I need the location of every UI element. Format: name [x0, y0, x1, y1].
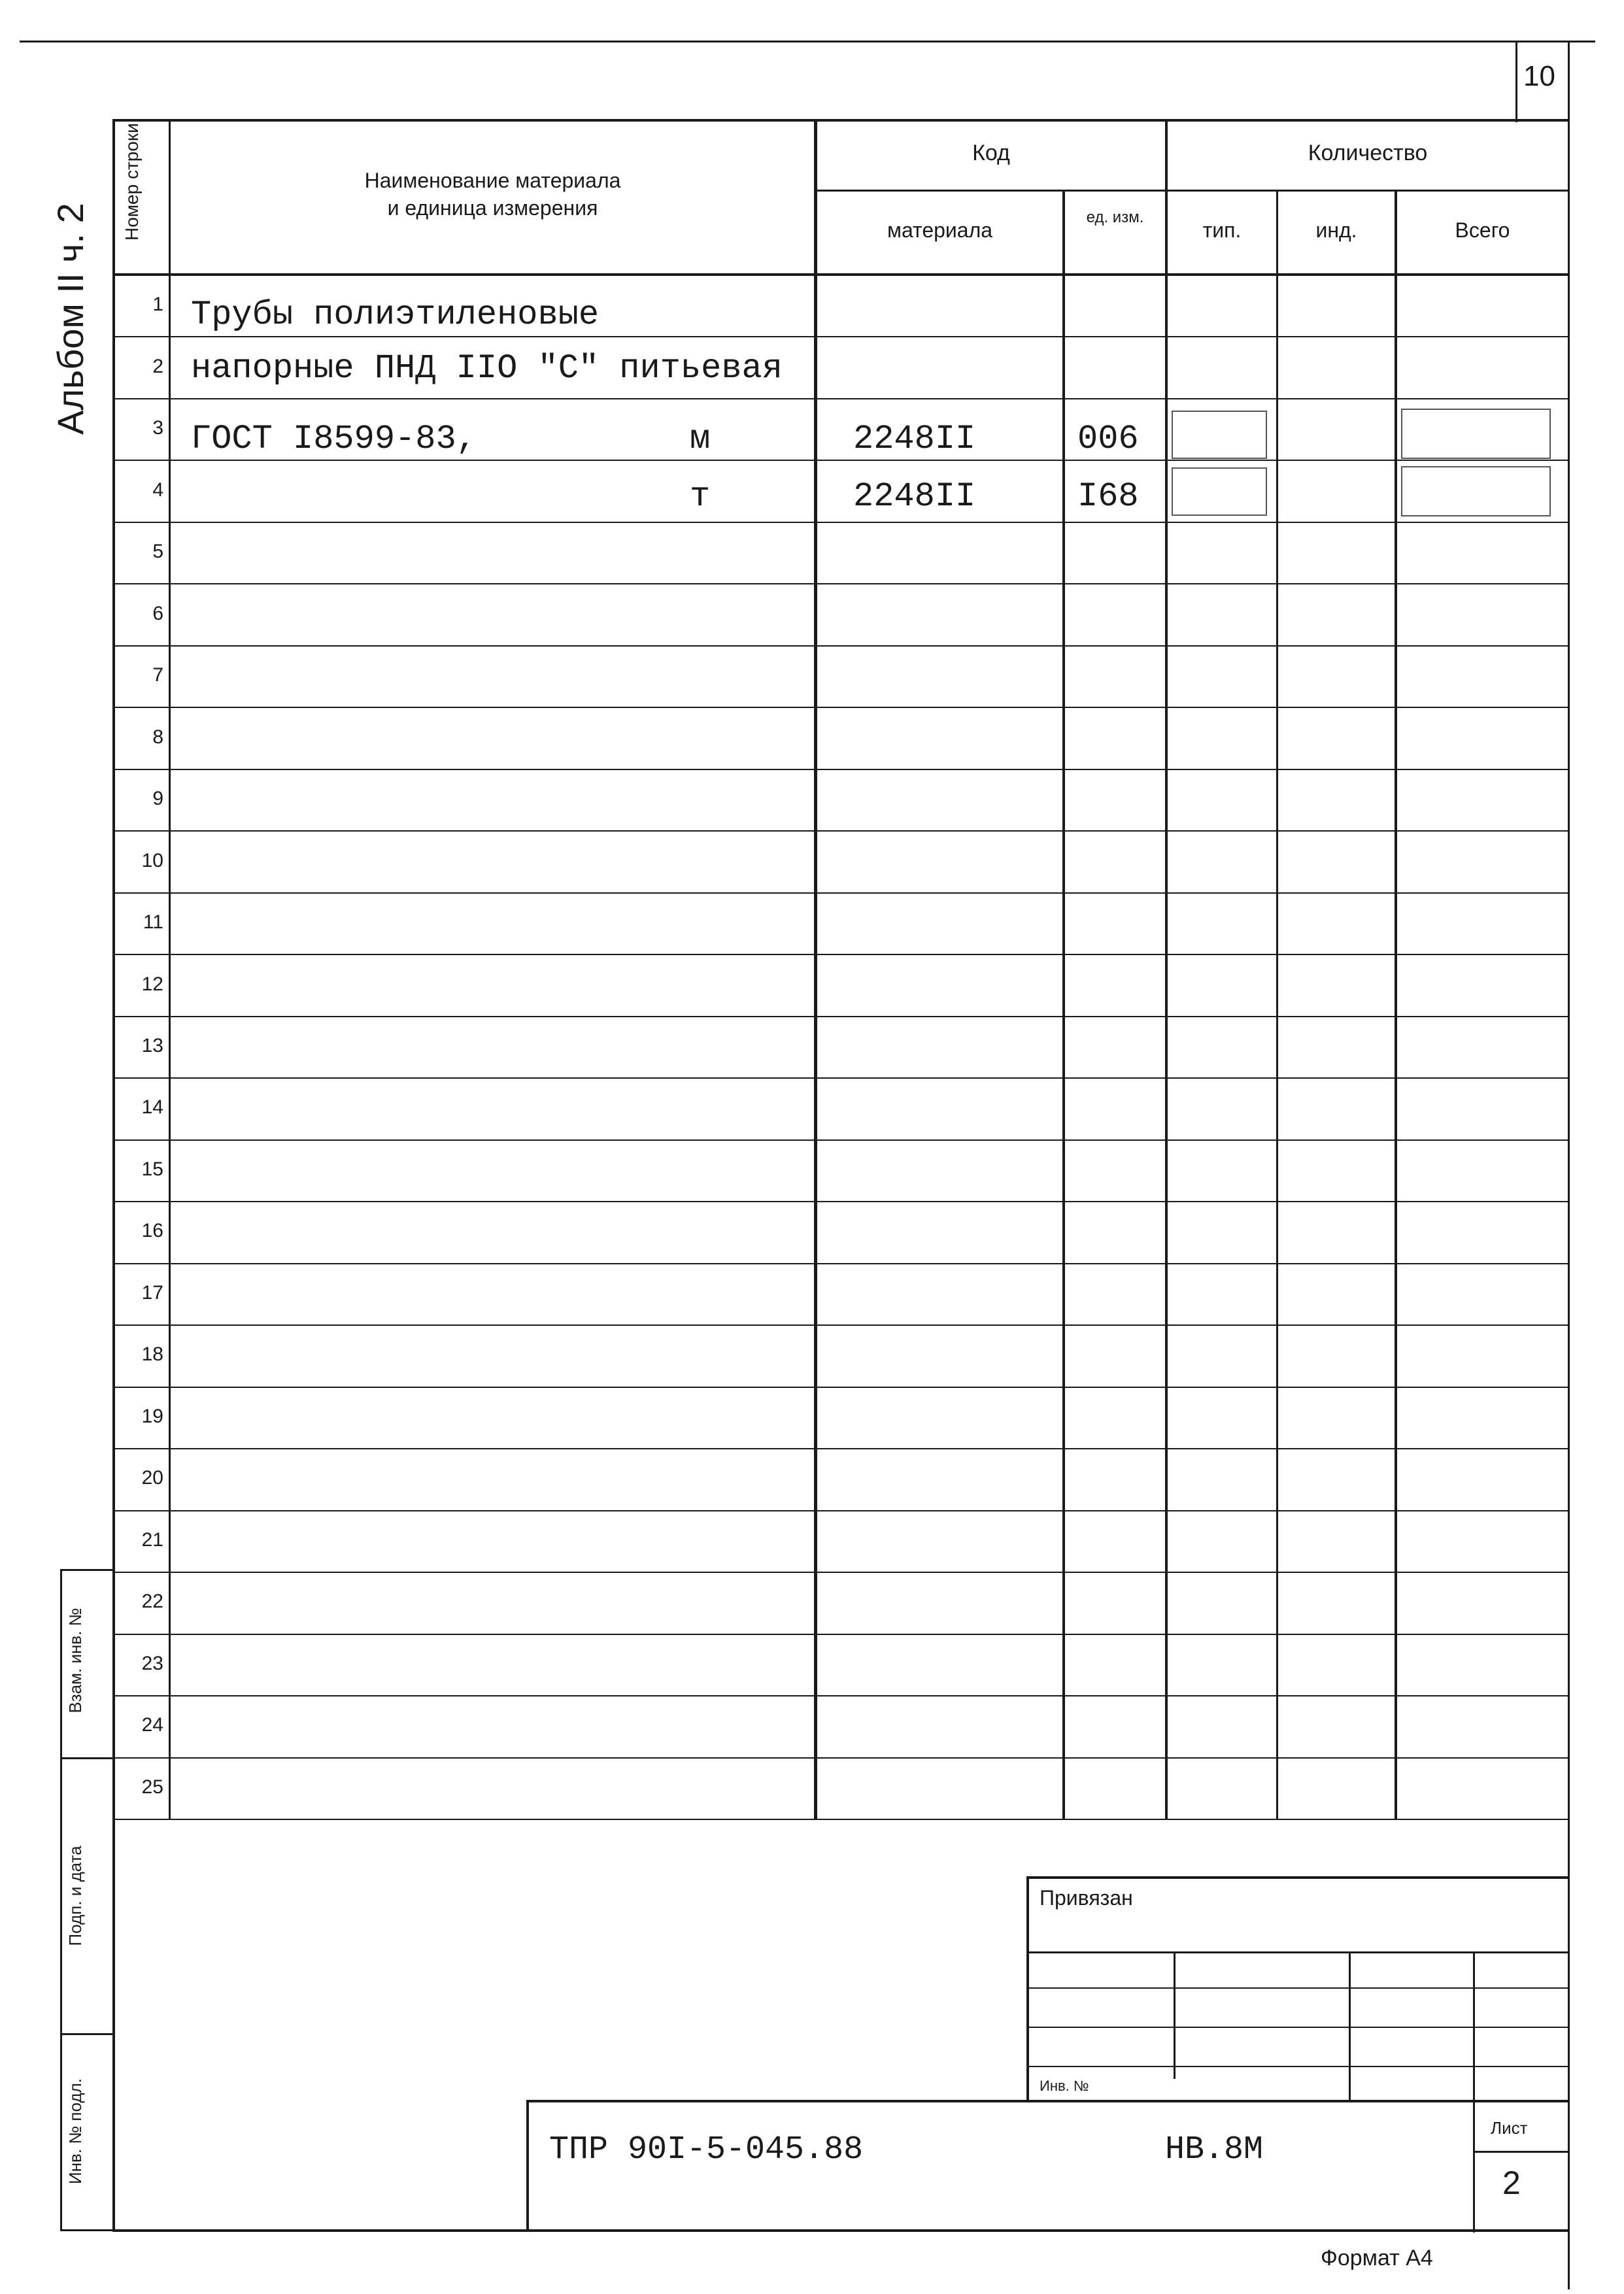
- stamp-rule-4: [1026, 2066, 1568, 2067]
- row-number: 5: [152, 541, 163, 562]
- row-number: 12: [141, 973, 163, 995]
- row-divider: [112, 1077, 1568, 1079]
- row-divider: [112, 1819, 1568, 1820]
- col-line-code: [1062, 190, 1065, 1819]
- row-divider: [112, 769, 1568, 770]
- row-4-unit: т: [690, 477, 711, 516]
- row-number: 18: [141, 1343, 163, 1365]
- row-divider: [112, 1695, 1568, 1696]
- quantity-header: Количество: [1308, 141, 1428, 165]
- row-divider: [112, 398, 1568, 399]
- stamp-vline-1: [1174, 1951, 1176, 2079]
- row-divider: [112, 1448, 1568, 1449]
- row-number: 24: [141, 1714, 163, 1736]
- row-divider: [112, 707, 1568, 708]
- row-number: 17: [141, 1282, 163, 1304]
- row-divider: [112, 460, 1568, 461]
- col-line-typ: [1276, 190, 1278, 1819]
- format-label: Формат А4: [1321, 2246, 1433, 2270]
- row-number: 10: [141, 850, 163, 871]
- row-number: 15: [141, 1158, 163, 1180]
- qty-ind-header: инд.: [1315, 218, 1357, 242]
- row-number: 4: [152, 479, 163, 501]
- section-code: НВ.8М: [1165, 2131, 1264, 2168]
- stamp-inv-no: Инв. №: [1040, 2078, 1089, 2094]
- row-divider: [112, 1634, 1568, 1635]
- margin-vzam: Взам. инв. №: [65, 1608, 85, 1713]
- row-4-typ-box[interactable]: [1172, 467, 1267, 516]
- row-divider: [112, 1201, 1568, 1202]
- margin-rule-2: [60, 1757, 114, 1759]
- stamp-rule-2: [1026, 1987, 1568, 1989]
- row-divider: [112, 645, 1568, 647]
- row-divider: [112, 954, 1568, 955]
- row-divider: [112, 1572, 1568, 1573]
- code-unit-header: ед. изм.: [1086, 209, 1144, 226]
- row-number: 21: [141, 1529, 163, 1551]
- row-3-name: ГОСТ I8599-83,: [191, 420, 477, 458]
- page-number-box: [1515, 41, 1517, 122]
- margin-rule-3: [60, 2033, 114, 2035]
- row-4-unit-code: I68: [1077, 477, 1139, 516]
- stamp-rule-3: [1026, 2027, 1568, 2028]
- margin-podp: Подп. и дата: [65, 1846, 85, 1946]
- row-number: 7: [152, 664, 163, 686]
- row-number: 13: [141, 1035, 163, 1056]
- row-divider: [112, 1757, 1568, 1759]
- row-number: 16: [141, 1220, 163, 1241]
- margin-rule-1: [60, 1569, 114, 1571]
- title-top: [526, 2100, 1568, 2102]
- name-header-line1: Наименование материала: [364, 169, 621, 192]
- sheet-number: 2: [1502, 2165, 1521, 2201]
- row-number-header: Номер строки: [122, 123, 142, 241]
- frame-left: [112, 119, 115, 2231]
- row-3-typ-box[interactable]: [1172, 411, 1267, 459]
- row-number: 19: [141, 1406, 163, 1427]
- stamp-vline-2: [1349, 1951, 1351, 2102]
- margin-left-line: [60, 1569, 62, 2231]
- row-4-code: 2248II: [853, 477, 976, 516]
- col-line-num: [169, 119, 171, 1819]
- row-1-name: Трубы полиэтиленовые: [191, 295, 600, 334]
- row-divider: [112, 1016, 1568, 1017]
- header-mid-rule: [814, 190, 1568, 192]
- row-divider: [112, 583, 1568, 584]
- row-divider: [112, 892, 1568, 894]
- stamp-top: [1026, 1876, 1568, 1879]
- code-material-header: материала: [887, 218, 993, 242]
- name-header-line2: и единица измерения: [387, 196, 598, 220]
- row-divider: [112, 1263, 1568, 1264]
- row-number: 25: [141, 1776, 163, 1798]
- margin-rule-4: [60, 2229, 114, 2231]
- stamp-privyazan: Привязан: [1040, 1886, 1133, 1910]
- col-line-name: [814, 119, 817, 1819]
- row-divider: [112, 522, 1568, 523]
- row-divider: [112, 1324, 1568, 1326]
- code-header: Код: [972, 141, 1010, 165]
- header-bottom: [112, 273, 1568, 276]
- row-divider: [112, 336, 1568, 337]
- top-rule: [20, 41, 1595, 42]
- frame-bottom: [112, 2229, 1568, 2232]
- row-2-name: напорные ПНД IIO "С" питьевая: [191, 349, 783, 388]
- row-3-total-box[interactable]: [1401, 409, 1551, 459]
- row-3-unit-code: 006: [1077, 420, 1139, 458]
- row-number: 22: [141, 1591, 163, 1612]
- col-line-ind: [1395, 190, 1397, 1819]
- row-number: 6: [152, 603, 163, 624]
- row-divider: [112, 1510, 1568, 1511]
- title-left: [526, 2100, 529, 2231]
- row-number: 3: [152, 417, 163, 439]
- side-label: Альбом II ч. 2: [50, 203, 91, 435]
- sheet-label: Лист: [1491, 2118, 1528, 2138]
- stamp-rule-1: [1026, 1951, 1568, 1953]
- col-line-unit: [1165, 119, 1168, 1819]
- row-divider: [112, 1387, 1568, 1388]
- row-3-code: 2248II: [853, 420, 976, 458]
- row-number: 9: [152, 788, 163, 809]
- right-rule: [1568, 41, 1570, 2289]
- qty-typ-header: тип.: [1202, 218, 1242, 242]
- row-4-total-box[interactable]: [1401, 466, 1551, 516]
- row-number: 20: [141, 1467, 163, 1489]
- title-sheet-rule: [1473, 2151, 1568, 2153]
- row-divider: [112, 830, 1568, 832]
- row-divider: [112, 1139, 1568, 1141]
- frame-top: [112, 119, 1568, 122]
- row-number: 8: [152, 726, 163, 748]
- margin-inv: Инв. № подл.: [65, 2078, 85, 2184]
- row-number: 2: [152, 356, 163, 377]
- row-number: 11: [143, 911, 163, 933]
- row-3-unit: м: [690, 420, 711, 458]
- qty-total-header: Всего: [1455, 218, 1510, 242]
- row-number: 23: [141, 1653, 163, 1674]
- row-number: 14: [141, 1096, 163, 1118]
- stamp-vline-3: [1473, 1951, 1475, 2233]
- row-number: 1: [152, 294, 163, 315]
- doc-code: ТПР 90I-5-045.88: [549, 2131, 864, 2168]
- stamp-left: [1026, 1876, 1029, 2102]
- page-number: 10: [1523, 60, 1555, 92]
